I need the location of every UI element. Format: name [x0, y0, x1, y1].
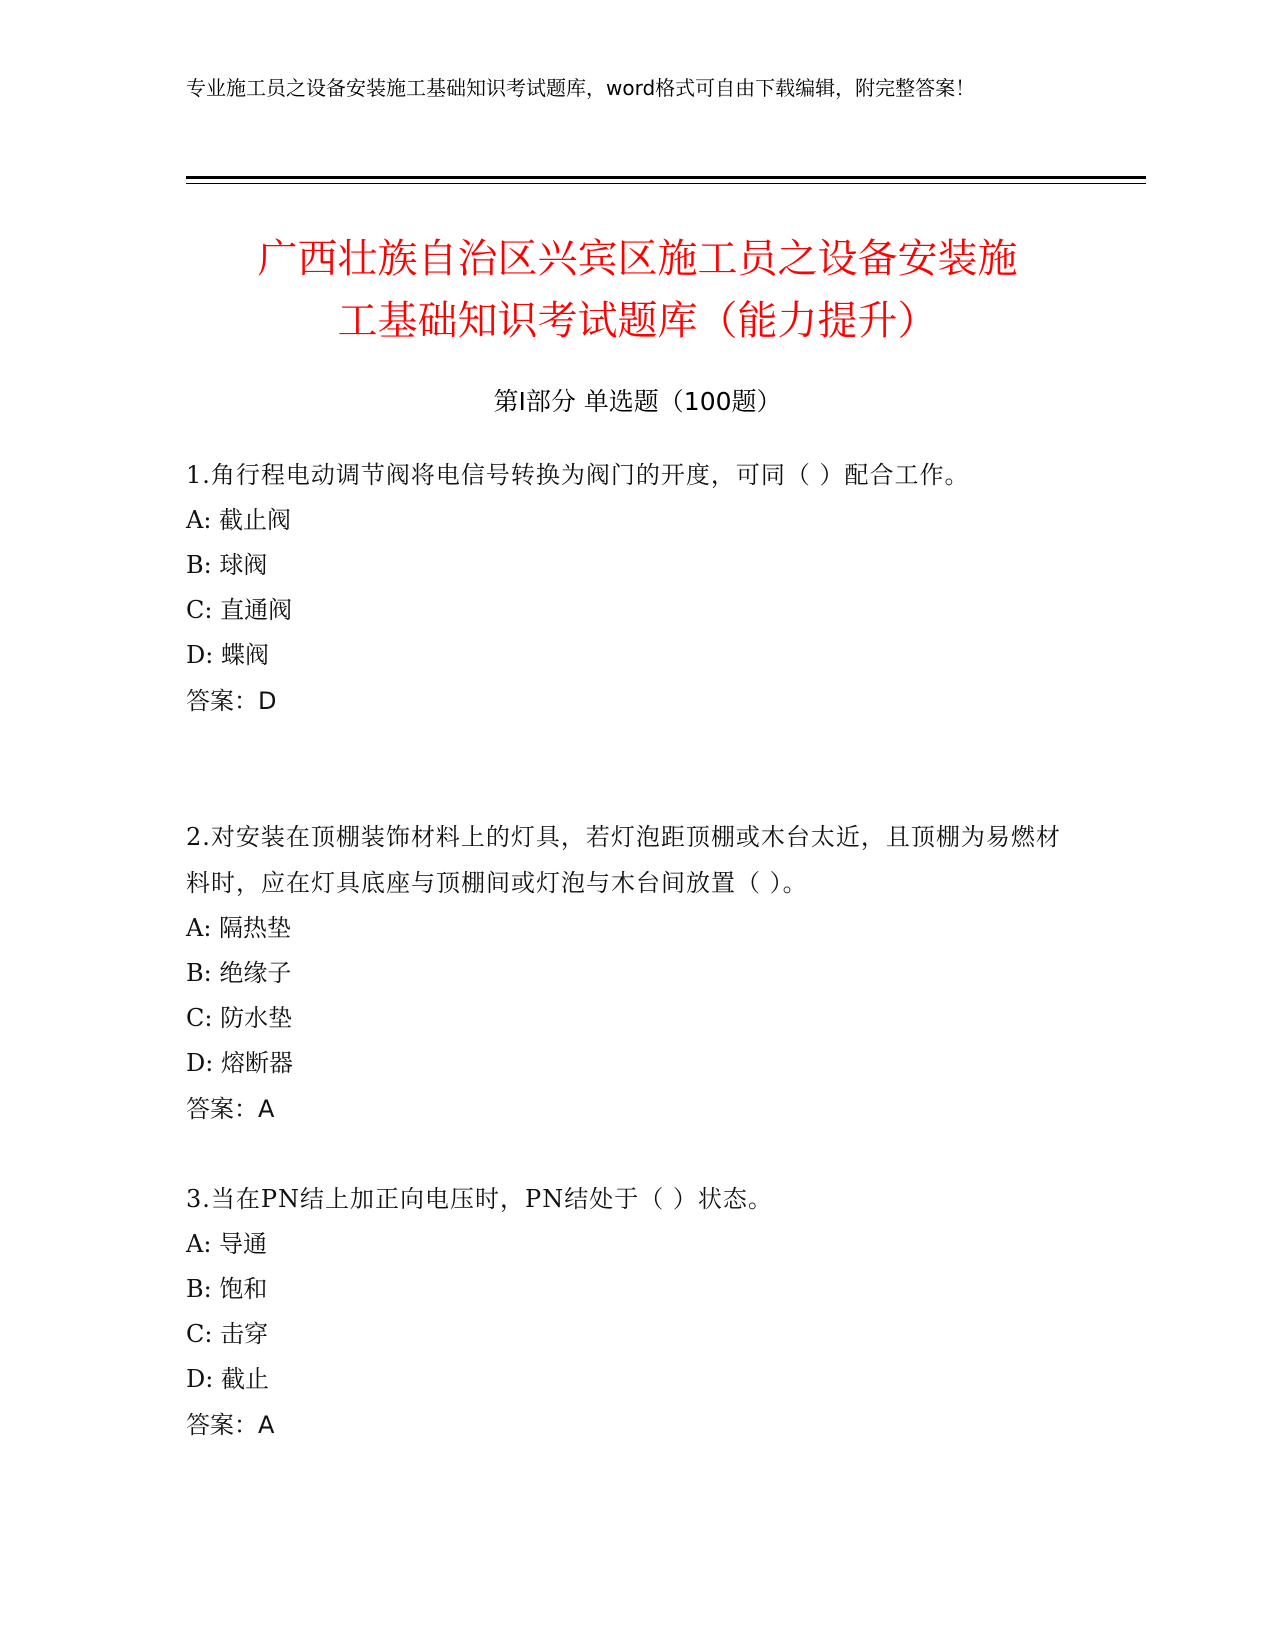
header-divider-thin	[186, 183, 1146, 184]
question-stem: 1.角行程电动调节阀将电信号转换为阀门的开度，可同（ ）配合工作。	[186, 461, 970, 489]
header-divider-thick	[186, 176, 1146, 179]
option-d: D: 蝶阀	[186, 641, 269, 669]
option-d: D: 熔断器	[186, 1049, 293, 1077]
question-stem: 2.对安装在顶棚装饰材料上的灯具，若灯泡距顶棚或木台太近，且顶棚为易燃材料时，应在灯具底座与顶棚间或灯泡与木台间放置（ ）。	[186, 823, 1061, 897]
question-1	[186, 452, 1066, 724]
option-a: A: 隔热垫	[186, 914, 292, 942]
answer: 答案：D	[186, 687, 277, 715]
option-c: C: 防水垫	[186, 1004, 293, 1032]
question-stem: 3.当在PN结上加正向电压时，PN结处于（ ）状态。	[186, 1185, 773, 1213]
question-2	[186, 814, 1066, 1132]
section-title: 第Ⅰ部分 单选题（100题）	[493, 387, 782, 416]
question-3	[186, 1176, 1066, 1448]
document-title	[160, 228, 1115, 352]
answer: 答案：A	[186, 1095, 275, 1123]
document-title-line-1: 广西壮族自治区兴宾区施工员之设备安装施	[257, 236, 1018, 282]
option-c: C: 击穿	[186, 1320, 269, 1348]
header-note: 专业施工员之设备安装施工基础知识考试题库，word格式可自由下载编辑，附完整答案！	[186, 76, 976, 100]
option-c: C: 直通阀	[186, 596, 293, 624]
option-b: B: 饱和	[186, 1275, 268, 1303]
answer: 答案：A	[186, 1411, 275, 1439]
option-d: D: 截止	[186, 1365, 269, 1393]
option-a: A: 截止阀	[186, 506, 292, 534]
option-a: A: 导通	[186, 1230, 268, 1258]
option-b: B: 球阀	[186, 551, 268, 579]
document-title-line-2: 工基础知识考试题库（能力提升）	[337, 298, 938, 344]
option-b: B: 绝缘子	[186, 959, 292, 987]
